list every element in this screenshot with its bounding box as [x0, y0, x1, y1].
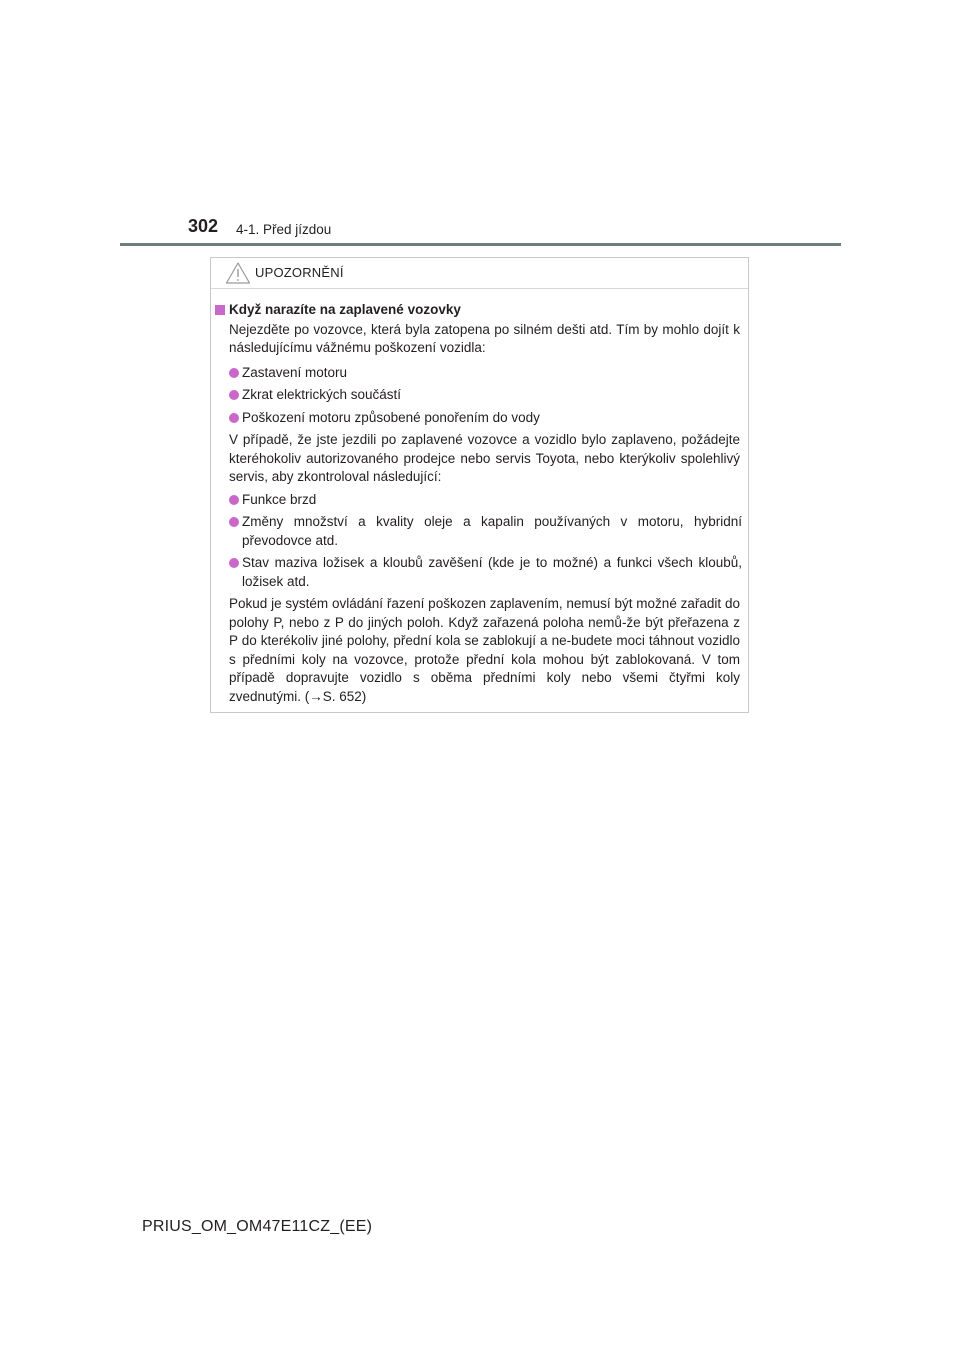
list-item	[211, 364, 742, 383]
circle-bullet-icon	[229, 390, 239, 400]
document-code: PRIUS_OM_OM47E11CZ_(EE)	[142, 1218, 373, 1235]
list-item-text: Poškození motoru způsobené ponořením do vody	[242, 409, 540, 425]
circle-bullet-icon	[229, 495, 239, 505]
header-divider	[120, 243, 841, 246]
page-number: 302	[188, 216, 219, 236]
warning-box	[210, 257, 749, 713]
list-item	[211, 554, 742, 591]
warning-label: UPOZORNĚNÍ	[255, 265, 344, 280]
list-item-text: Změny množství a kvality oleje a kapalin používaných v motoru, hybridní převodovce atd.	[242, 514, 742, 548]
list-item	[211, 513, 742, 550]
intro-paragraph: Nejezděte po vozovce, která byla zatopena po silném dešti atd. Tím by mohlo dojít k následujícímu vážnému poškození vozidla:	[229, 321, 740, 355]
list-item-text: Zastavení motoru	[242, 364, 348, 380]
advice-paragraph: V případě, že jste jezdili po zaplavené vozovce a vozidlo bylo zaplaveno, požádejte kteréhokoliv autorizovaného prodejce nebo servis Toyota, nebo kterýkoliv spolehlivý servis, aby zkontroloval následující:	[229, 432, 740, 484]
list-item-text: Zkrat elektrických součástí	[242, 387, 402, 402]
warning-header	[211, 258, 748, 289]
warning-body	[211, 301, 748, 706]
warning-triangle-icon	[225, 261, 251, 285]
subheading	[211, 301, 748, 320]
list-item-text: Stav maziva ložisek a kloubů zavěšení (kde je to možné) a funkci všech kloubů, ložisek atd.	[242, 555, 742, 589]
list-item-text: Funkce brzd	[242, 491, 317, 507]
circle-bullet-icon	[229, 558, 239, 568]
circle-bullet-icon	[229, 368, 239, 378]
subheading-text: Když narazíte na zaplavené vozovky	[229, 302, 461, 317]
circle-bullet-icon	[229, 517, 239, 527]
list-item	[211, 386, 742, 405]
list-item	[211, 491, 742, 510]
section-title: 4-1. Před jízdou	[236, 222, 332, 237]
square-bullet-icon	[215, 305, 225, 315]
list-item	[211, 409, 742, 428]
circle-bullet-icon	[229, 413, 239, 423]
shift-note-paragraph: Pokud je systém ovládání řazení poškozen zaplavením, nemusí být možné zařadit do polohy P, nebo z P do jiných poloh. Když zařazená poloha nemů-že být přeřazena z P do kterékoliv jiné polohy, přední kola se zablokují a ne-budete moci táhnout vozidlo s předními koly na vozovce, protože přední kola mohou být zablokovaná. V tom případě dopravujte vozidlo s oběma předními koly nebo všemi čtyřmi koly zvednutými. (→S. 652)	[229, 596, 740, 704]
